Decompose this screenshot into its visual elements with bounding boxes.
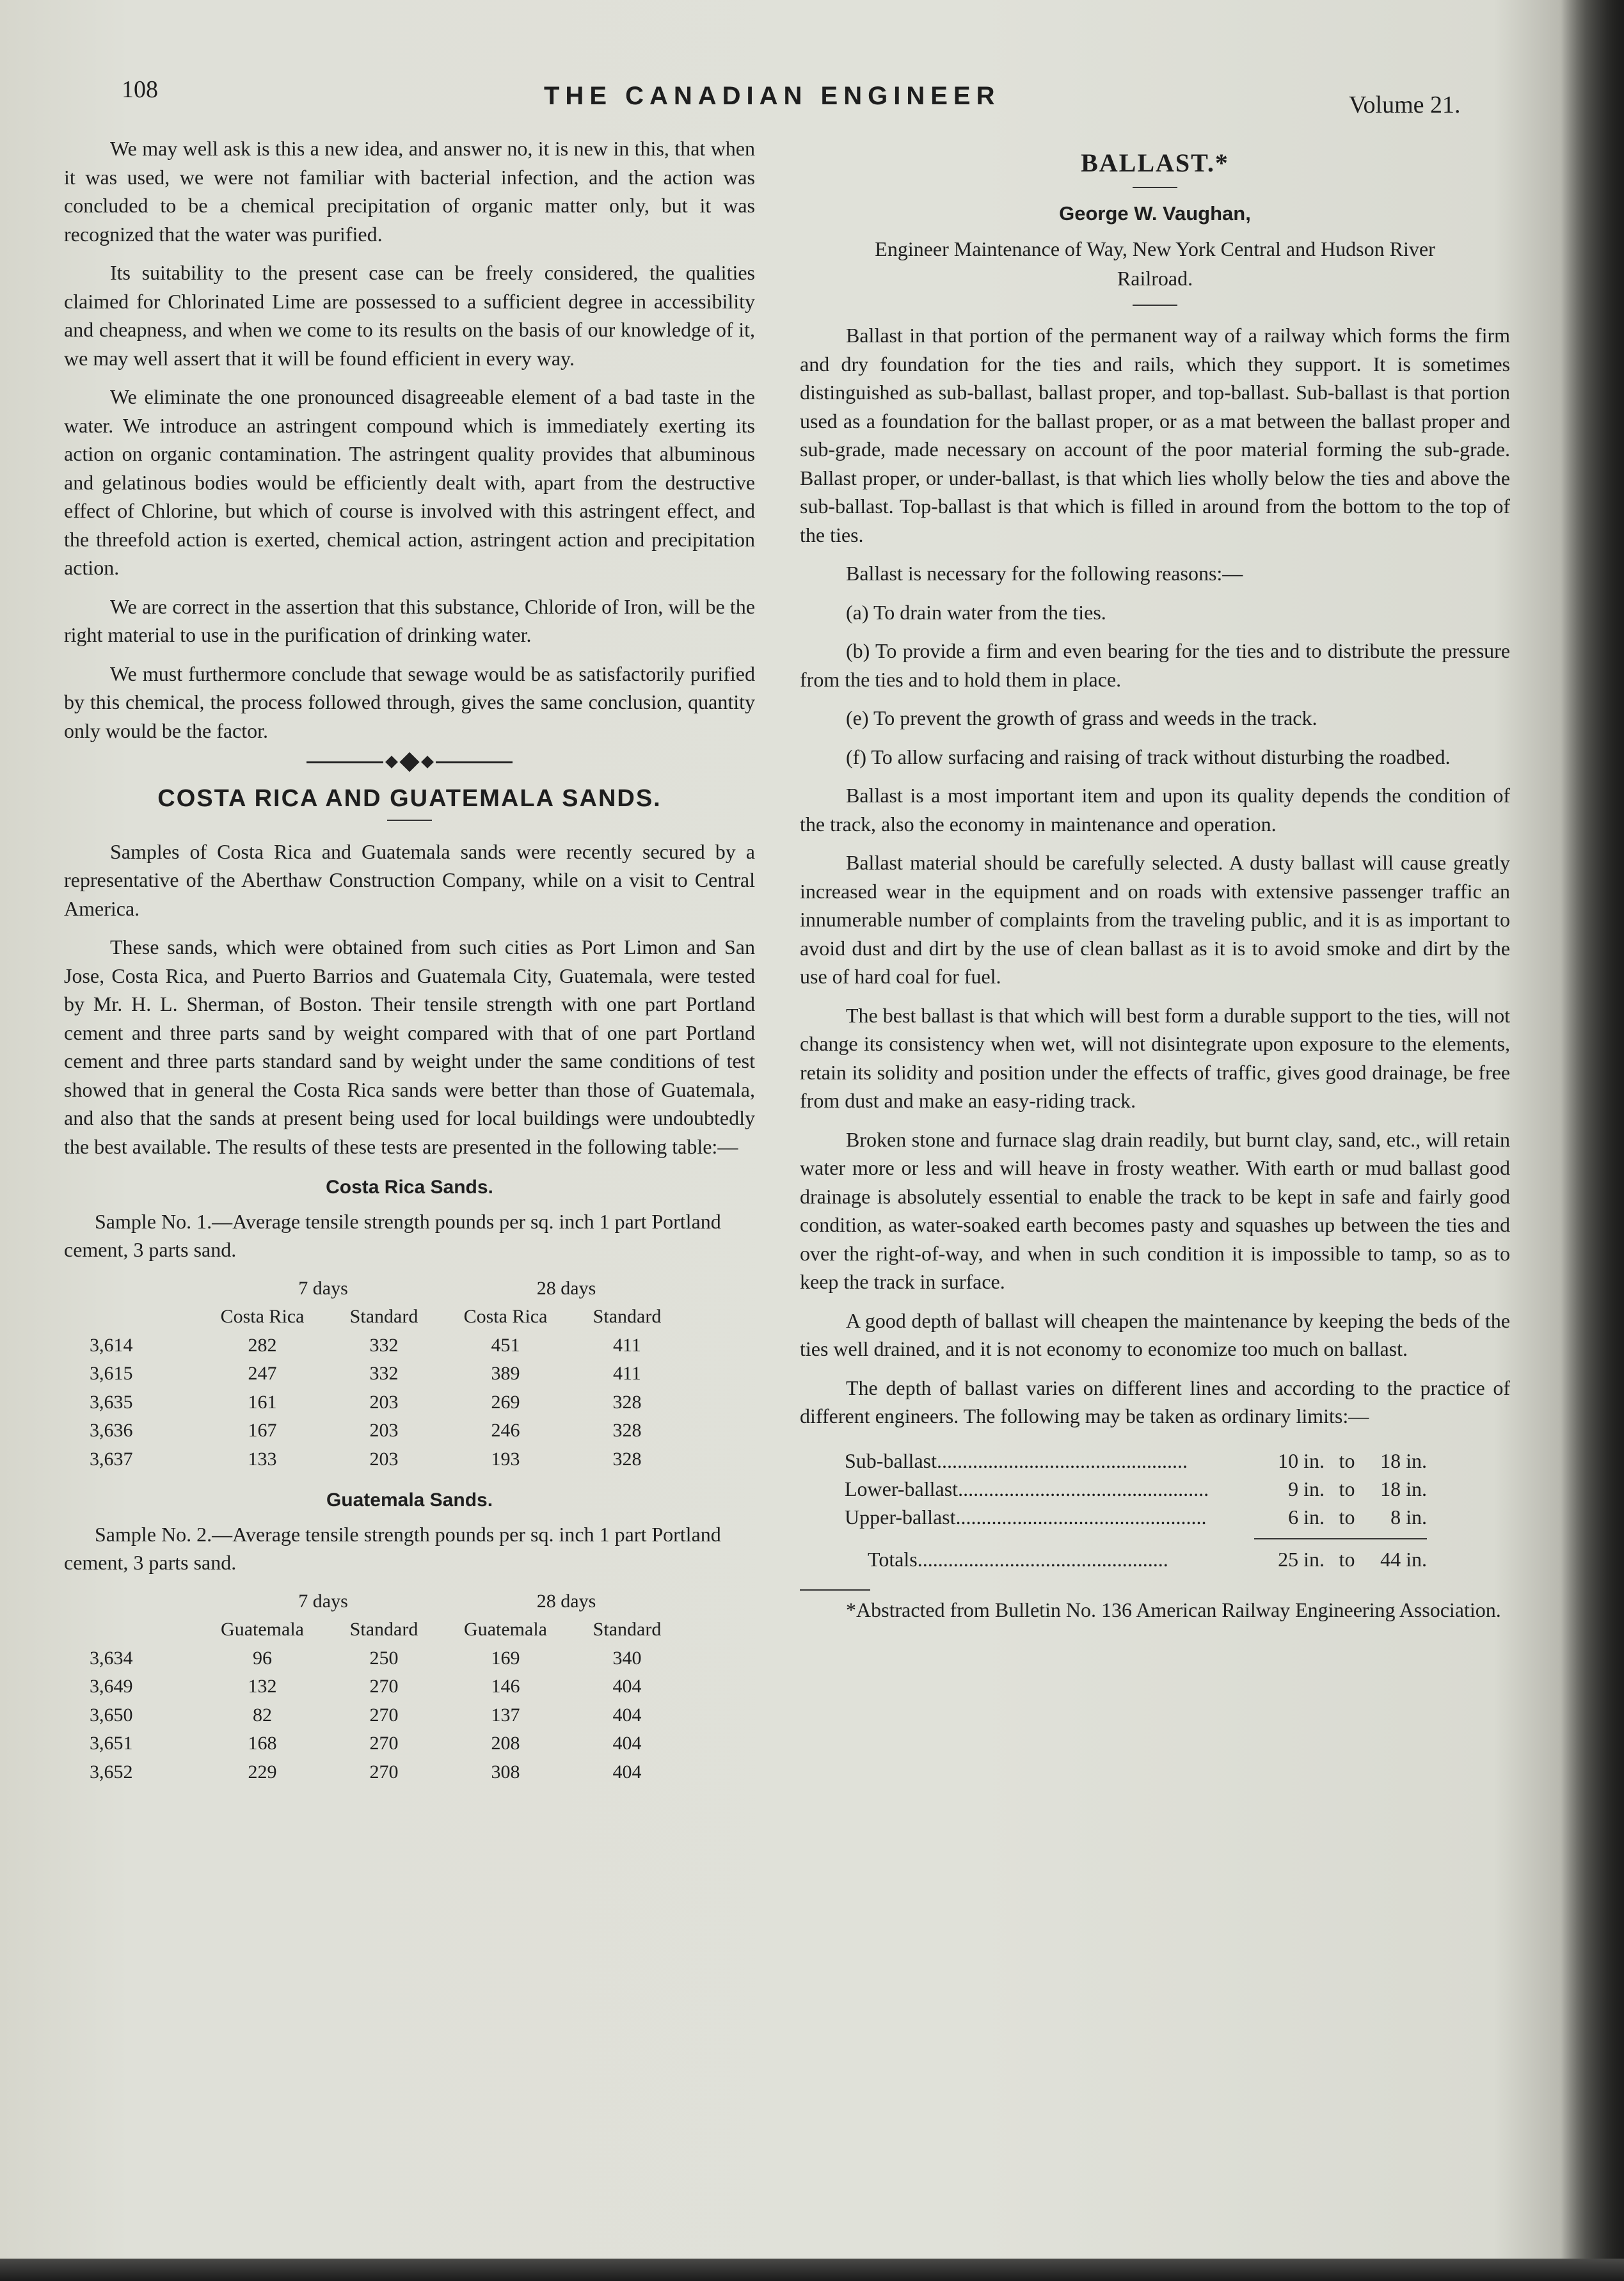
binding-shadow [1561, 0, 1624, 2281]
limit-name: Lower-ballast................................................. [845, 1477, 1209, 1501]
paragraph: Ballast is necessary for the following reasons:— [846, 562, 1243, 585]
paragraph: Its suitability to the present case can be freely considered, the qualities claimed for Chlorinated Lime are possessed to a sufficient degree in accessibility and cheapness, and when we come to its results on the basis of our knowledge of it, we may well assert that it will be found efficient in every way. [64, 261, 755, 370]
author-affiliation: Engineer Maintenance of Way, New York Central and Hudson River Railroad. [875, 237, 1435, 290]
paragraph: The depth of ballast varies on different lines and according to the practice of different engineers. The following may be taken as ordinary limits:— [800, 1376, 1510, 1427]
period-header: 7 days [298, 1277, 348, 1299]
costa-rica-table [90, 1275, 688, 1474]
period-header: 28 days [536, 1277, 596, 1299]
ornament-line [436, 761, 513, 763]
footnote-rule [800, 1589, 870, 1591]
limit-name: Sub-ballast................................................. [845, 1449, 1188, 1473]
totals-label: Totals................................................. [868, 1548, 1168, 1571]
table-row: 3,650 82 270 137 404 [90, 1704, 642, 1726]
column-header: Standard [349, 1619, 418, 1640]
table-row: 3,649 132 270 146 404 [90, 1676, 642, 1697]
right-column [800, 144, 1510, 1624]
column-header: Standard [593, 1619, 662, 1640]
table-row: 3,634 96 250 169 340 [90, 1647, 642, 1669]
column-header: Standard [349, 1306, 418, 1327]
limits-row: Sub-ballast................................................. 10 in. to 18 in. [845, 1447, 1510, 1475]
column-header: Costa Rica [220, 1306, 305, 1327]
section-title: COSTA RICA AND GUATEMALA SANDS. [157, 785, 662, 812]
limits-row: Lower-ballast................................................. 9 in. to 18 in. [845, 1475, 1510, 1504]
table-row: 3,651 168 270 208 404 [90, 1733, 642, 1754]
column-header: Guatemala [464, 1619, 547, 1640]
limit-name: Upper-ballast................................................. [845, 1506, 1207, 1529]
footnote: *Abstracted from Bulletin No. 136 American Railway Engineering Association. [846, 1598, 1501, 1621]
paragraph: We eliminate the one pronounced disagreeable element of a bad taste in the water. We introduce an astringent compound which is immediately exerting its action on organic contamination. The astringent quality provides that albuminous and gelatinous bodies would be efficiently dealt with, apart from the destructive effect of Chlorine, but which of course is involved with this astringent effect, and the threefold action is exerted, chemical action, astringent action and precipitation action. [64, 385, 755, 579]
table-description: Sample No. 1.—Average tensile strength pounds per sq. inch 1 part Portland cement, 3 parts sand. [64, 1209, 721, 1261]
ornament-line [306, 761, 383, 763]
divider [1133, 187, 1177, 188]
totals-row: Totals................................................. 25 in. to 44 in. [845, 1546, 1510, 1574]
ballast-limits-table [845, 1447, 1510, 1574]
period-header: 28 days [536, 1590, 596, 1612]
volume-label: Volume 21. [1349, 91, 1461, 118]
paragraph: Ballast in that portion of the permanent way of a railway which forms the firm and dry foundation for the ties and rails, which they support. It is sometimes distinguished as sub-ballast, ballast proper, and top-ballast. Sub-ballast is that portion used as a foundation for the ballast proper, or as a mat between the ballast proper and sub-grade, made necessary on account of the poor material forming the sub-grade. Ballast proper, or under-ballast, is that which lies wholly below the ties and above the sub-ballast. Top-ballast is that which is filled in around from the bottom to the top of the ties. [800, 324, 1510, 546]
paragraph: We are correct in the assertion that this substance, Chloride of Iron, will be the right material to use in the purification of drinking water. [64, 594, 755, 646]
paragraph: The best ballast is that which will best form a durable support to the ties, will not change its consistency when wet, will not disintegrate upon exposure to the elements, retain its solidity and position under the effects of traffic, gives good drainage, be free from dust and make an easy-riding track. [800, 1003, 1510, 1112]
limits-row: Upper-ballast................................................. 6 in. to 8 in. [845, 1504, 1510, 1532]
divider [1133, 305, 1177, 306]
paragraph: Ballast material should be carefully selected. A dusty ballast will cause greatly increased wear in the equipment and on roads with extensive passenger traffic an innumerable number of complaints from the traveling public, and it is as important to avoid dust and dirt by the use of clean ballast as it is to avoid smoke and dirt by the use of hard coal for fuel. [800, 851, 1510, 988]
table-row: 3,652 229 270 308 404 [90, 1761, 642, 1783]
left-column [64, 134, 755, 1799]
ornament-diamond [385, 756, 398, 768]
page-number: 108 [122, 76, 158, 103]
table-title: Costa Rica Sands. [326, 1177, 493, 1198]
paragraph: These sands, which were obtained from such cities as Port Limon and San Jose, Costa Rica, and Puerto Barrios and Guatemala City, Guatemala, were tested by Mr. H. L. Sherman, of Boston. Their tensile strength with one part Portland cement and three parts sand by weight compared with that of one part Portland cement and three parts standard sand by weight under the same conditions of test showed that in general the Costa Rica sands were better than those of Guatemala, and also that the sands at present being used for local buildings were undoubtedly the best available. The results of these tests are presented in the following table:— [64, 935, 755, 1158]
ornament-diamond [399, 752, 419, 772]
table-row: 3,615 247 332 389 411 [90, 1363, 641, 1384]
list-item: (b) To provide a firm and even bearing for the ties and to distribute the pressure from the ties and to hold them in place. [800, 639, 1510, 691]
list-item: (e) To prevent the growth of grass and weeds in the track. [846, 706, 1318, 729]
table-description: Sample No. 2.—Average tensile strength pounds per sq. inch 1 part Portland cement, 3 parts sand. [64, 1522, 721, 1574]
list-item: (a) To drain water from the ties. [846, 600, 1106, 624]
column-header: Standard [593, 1306, 662, 1327]
table-row: 3,635 161 203 269 328 [90, 1391, 642, 1413]
table-title: Guatemala Sands. [326, 1490, 493, 1511]
column-header: Guatemala [221, 1619, 304, 1640]
section-ornament [64, 755, 755, 769]
list-item: (f) To allow surfacing and raising of track without disturbing the roadbed. [846, 745, 1451, 768]
paragraph: We may well ask is this a new idea, and answer no, it is new in this, that when it was used, we were not familiar with bacterial infection, and the action was concluded to be a chemical precipitation of organic matter only, but it was recognized that the water was purified. [64, 137, 755, 246]
paragraph: Samples of Costa Rica and Guatemala sands were recently secured by a representative of the Aberthaw Construction Company, while on a visit to Central America. [64, 839, 755, 920]
guatemala-table [90, 1587, 688, 1787]
ornament-diamond [421, 756, 434, 768]
table-row: 3,614 282 332 451 411 [90, 1334, 641, 1356]
paragraph: Ballast is a most important item and upon its quality depends the condition of the track, also the economy in maintenance and operation. [800, 784, 1510, 836]
page-edge [0, 2259, 1624, 2281]
table-row: 3,636 167 203 246 328 [90, 1420, 642, 1441]
table-row: 3,637 133 203 193 328 [90, 1448, 642, 1470]
totals-rule [1254, 1538, 1427, 1539]
divider [387, 820, 432, 821]
paragraph: Broken stone and furnace slag drain readily, but burnt clay, sand, etc., will retain water more or less and will heave in frosty weather. With earth or mud ballast good drainage is absolutely essential to enable the track to be kept in safe and fairly good condition, as water-soaked earth becomes pasty and squashes up between the ties and over the right-of-way, and when in such condition it is impossible to tamp, so as to keep the track in surface. [800, 1127, 1510, 1293]
paragraph: A good depth of ballast will cheapen the maintenance by keeping the beds of the ties well drained, and it is not economy to economize too much on ballast. [800, 1308, 1510, 1360]
article-title: BALLAST.* [1081, 148, 1229, 177]
journal-title: THE CANADIAN ENGINEER [544, 82, 1001, 110]
article-author: George W. Vaughan, [1059, 202, 1251, 225]
period-header: 7 days [298, 1590, 348, 1612]
column-header: Costa Rica [463, 1306, 548, 1327]
paragraph: We must furthermore conclude that sewage would be as satisfactorily purified by this chemical, the process followed through, gives the same conclusion, quantity only would be the factor. [64, 662, 755, 742]
